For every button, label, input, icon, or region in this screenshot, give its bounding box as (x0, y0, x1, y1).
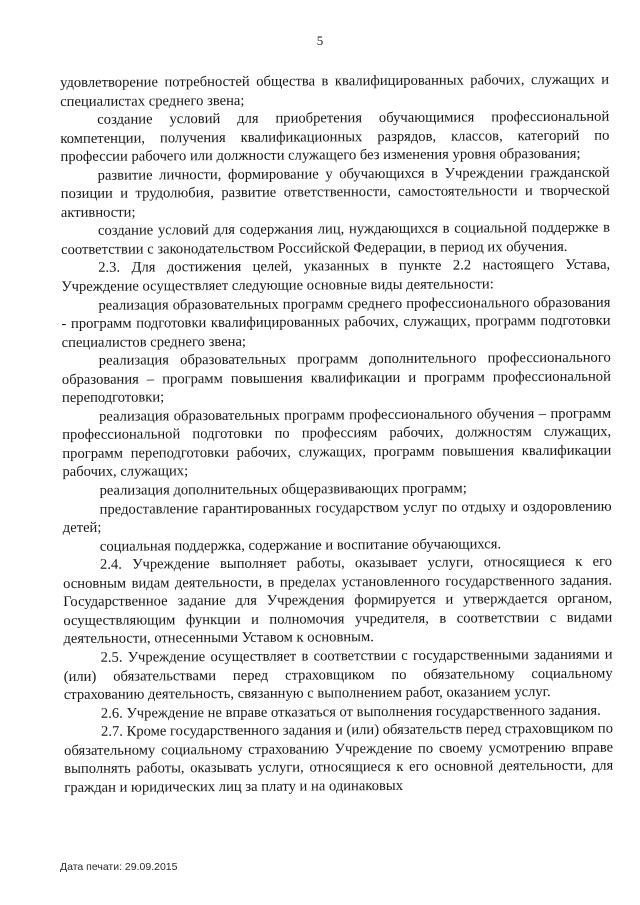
clause-2-7: 2.7. Кроме государственного задания и (или) обязательств перед страховщиком по обязательному социальному страхованию Учреждение по своему усмотрению вправе выполнять работы, оказывать услуги, относящиеся к его основной деятельности, для граждан и юридических лиц за плату и на одинаковых (64, 720, 614, 796)
page-number: 5 (316, 33, 324, 48)
paragraph-goal-social-support: создание условий для содержания лиц, нуждающихся в социальной поддержке в соответствии с законодательством Российской Федерации, в период их обучения. (61, 220, 610, 258)
paragraph-goal-professional-competence: создание условий для приобретения обучающимися профессиональной компетенции, получения квалификационных разрядов, классов, категорий по профессии рабочего или должности служащего без изменения уровня образования; (60, 108, 610, 166)
clause-2-4: 2.4. Учреждение выполняет работы, оказывает услуги, относящиеся к его основным видам деятельности, в пределах установленного государственного задания. Государственное задание для Учреждения формируется и утверждается органом, осуществляющим функции и полномочия учредителя, в соответствии с видами деятельности, отнесенными Уставом к основным. (63, 553, 613, 648)
activity-general-development-programs: реализация дополнительных общеразвивающих программ; (99, 480, 467, 499)
activity-social-support: социальная поддержка, содержание и воспитание обучающихся. (99, 535, 502, 555)
clause-2-3: 2.3. Для достижения целей, указанных в пункте 2.2 настоящего Устава, Учреждение осуществляет следующие основные виды деятельности: (61, 257, 611, 296)
paragraph-goal-personal-development: развитие личности, формирование у обучающихся в Учреждении гражданской позиции и трудолюбия, развитие ответственности, самостоятельности и творческой активности; (60, 164, 610, 221)
clause-2-6: 2.6. Учреждение не вправе отказаться от выполнения государственного задания. (100, 702, 601, 722)
print-date-footer: Дата печати: 29.09.2015 (60, 861, 178, 873)
paragraph-goal-qualified-workers: удовлетворение потребностей общества в квалифицированных рабочих, служащих и специалистах среднего звена; (60, 71, 610, 110)
clause-2-5: 2.5. Учреждение осуществляет в соответствии с государственными заданиями и (или) обязательствами перед страховщиком по обязательному социальному страхованию деятельность, связанную с выполнением работ, оказанием услуг. (63, 646, 613, 704)
activity-children-recreation: предоставление гарантированных государством услуг по отдыху и оздоровлению детей; (62, 498, 612, 537)
activity-additional-professional-programs: реализация образовательных программ дополнительного профессионального образования – программ повышения квалификации и программ профессиональной переподготовки; (61, 349, 611, 407)
activity-professional-training-programs: реализация образовательных программ профессионального обучения – программ профессиональной подготовки по профессиям рабочих, должностям служащих, программ переподготовки рабочих, служащих, программ повышения квалификации рабочих, служащих; (62, 405, 612, 481)
charter-body-text (60, 71, 613, 798)
activity-secondary-vocational-programs: реализация образовательных программ среднего профессионального образования - программ подготовки квалифицированных рабочих, служащих, программ подготовки специалистов среднего звена; (61, 294, 611, 351)
